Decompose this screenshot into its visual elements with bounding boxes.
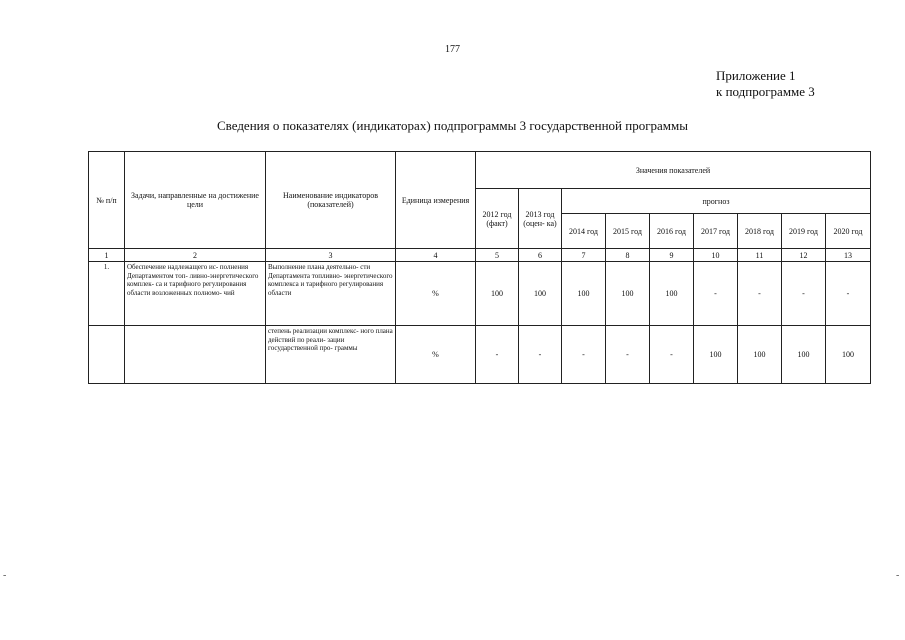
column-number-row xyxy=(89,249,871,262)
column-number: 3 xyxy=(266,249,396,262)
header-year-2017: 2017 год xyxy=(694,214,738,249)
row-task: Обеспечение надлежащего ис- полнения Департаментом топ- ливно-энергетического комплек- са и тарифного регулирования области возложенных полномо- чий xyxy=(125,262,266,326)
page-number: 177 xyxy=(445,44,460,55)
scan-mark-left: - xyxy=(3,570,7,581)
header-year-2014: 2014 год xyxy=(562,214,606,249)
row-value-2013: 100 xyxy=(519,262,562,326)
header-year-2015: 2015 год xyxy=(606,214,650,249)
header-values: Значения показателей xyxy=(476,152,871,189)
row-value-2019: - xyxy=(782,262,826,326)
header-year-2013: 2013 год (оцен- ка) xyxy=(519,189,562,249)
header-indicators: Наименование индикаторов (показателей) xyxy=(266,152,396,249)
row-value-2015: - xyxy=(606,326,650,384)
row-value-2016: 100 xyxy=(650,262,694,326)
row-value-2012: - xyxy=(476,326,519,384)
column-number: 13 xyxy=(826,249,871,262)
indicators-table xyxy=(88,151,871,384)
row-value-2020: 100 xyxy=(826,326,871,384)
appendix-label xyxy=(716,68,815,100)
column-number: 4 xyxy=(396,249,476,262)
column-number: 6 xyxy=(519,249,562,262)
table-row xyxy=(89,262,871,326)
column-number: 11 xyxy=(738,249,782,262)
header-year-2012: 2012 год (факт) xyxy=(476,189,519,249)
appendix-line-1: Приложение 1 xyxy=(716,68,796,83)
row-num xyxy=(89,326,125,384)
column-number: 5 xyxy=(476,249,519,262)
row-indicator: степень реализации комплекс- ного плана действий по реали- зации государственной про- граммы xyxy=(266,326,396,384)
header-unit: Единица измерения xyxy=(396,152,476,249)
row-unit: % xyxy=(396,326,476,384)
row-value-2017: 100 xyxy=(694,326,738,384)
row-value-2016: - xyxy=(650,326,694,384)
scan-mark-right: - xyxy=(896,570,900,581)
row-num: 1. xyxy=(89,262,125,326)
row-unit: % xyxy=(396,262,476,326)
row-value-2018: - xyxy=(738,262,782,326)
row-value-2019: 100 xyxy=(782,326,826,384)
row-value-2014: 100 xyxy=(562,262,606,326)
appendix-line-2: к подпрограмме 3 xyxy=(716,84,815,99)
table-row xyxy=(89,326,871,384)
row-value-2014: - xyxy=(562,326,606,384)
column-number: 10 xyxy=(694,249,738,262)
header-year-2016: 2016 год xyxy=(650,214,694,249)
document-title: Сведения о показателях (индикаторах) подпрограммы 3 государственной программы xyxy=(216,118,688,133)
row-value-2017: - xyxy=(694,262,738,326)
header-forecast: прогноз xyxy=(562,189,871,214)
row-value-2012: 100 xyxy=(476,262,519,326)
column-number: 9 xyxy=(650,249,694,262)
row-value-2013: - xyxy=(519,326,562,384)
column-number: 12 xyxy=(782,249,826,262)
header-year-2018: 2018 год xyxy=(738,214,782,249)
row-value-2020: - xyxy=(826,262,871,326)
header-year-2020: 2020 год xyxy=(826,214,871,249)
row-value-2018: 100 xyxy=(738,326,782,384)
header-num: № п/п xyxy=(89,152,125,249)
row-indicator: Выполнение плана деятельно- сти Департамента топливно- энергетического комплекса и тарифного регулирования области xyxy=(266,262,396,326)
column-number: 7 xyxy=(562,249,606,262)
row-task xyxy=(125,326,266,384)
column-number: 8 xyxy=(606,249,650,262)
row-value-2015: 100 xyxy=(606,262,650,326)
header-tasks: Задачи, направленные на достижение цели xyxy=(125,152,266,249)
header-row-1 xyxy=(89,152,871,189)
column-number: 2 xyxy=(125,249,266,262)
header-year-2019: 2019 год xyxy=(782,214,826,249)
column-number: 1 xyxy=(89,249,125,262)
